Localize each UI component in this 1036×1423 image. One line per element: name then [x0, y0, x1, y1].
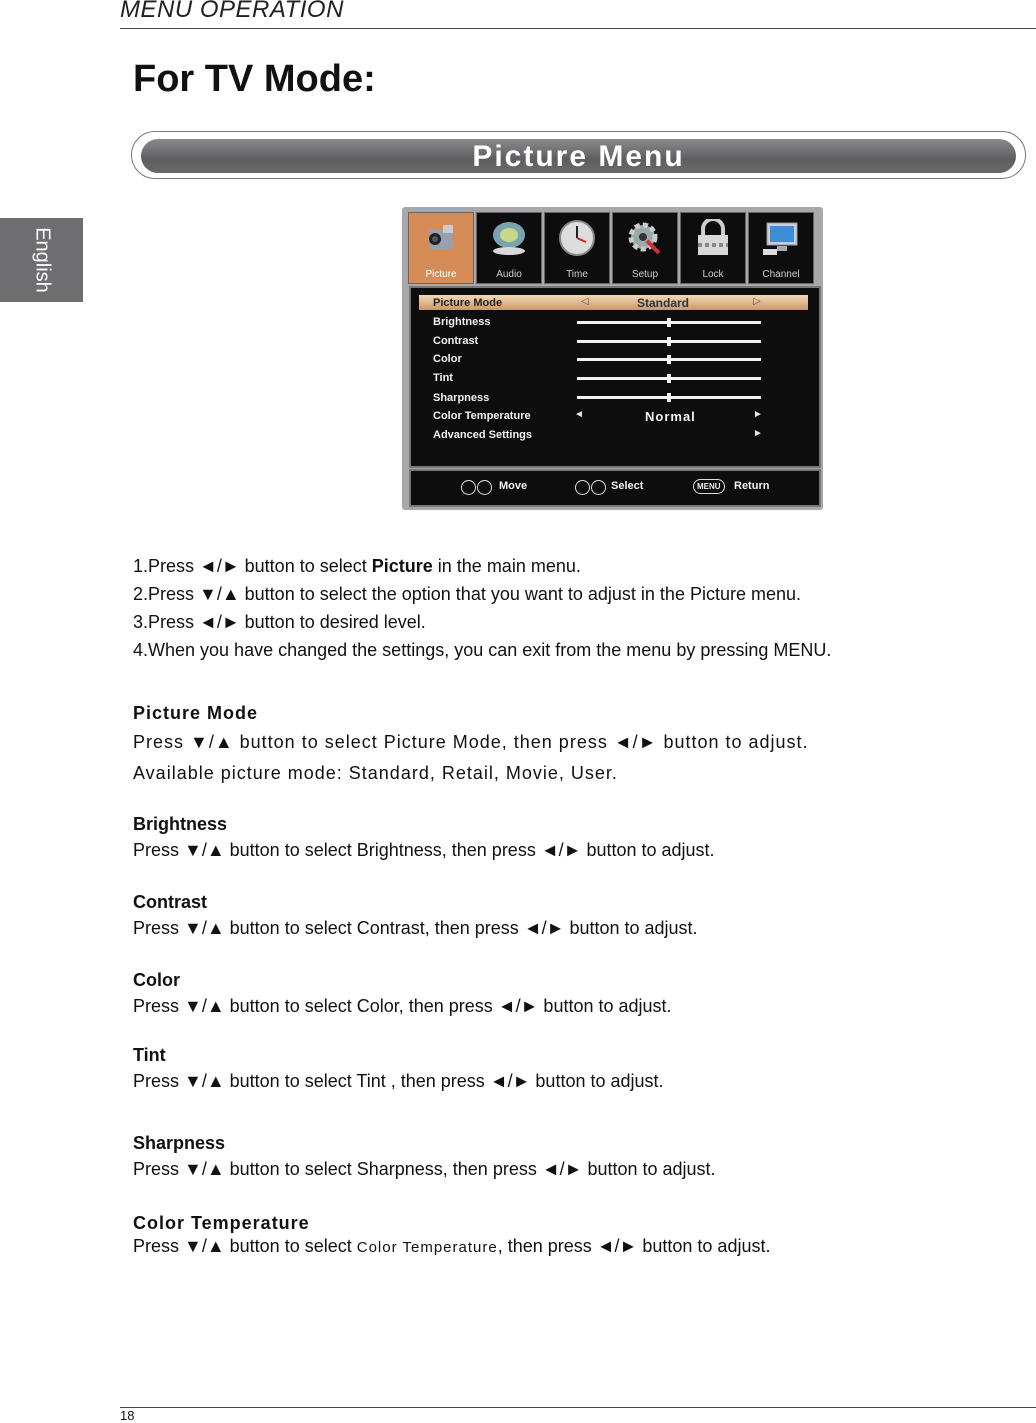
brightness-text: Press ▼/▲ button to select Brightness, then press ◄/► button to adjust.	[133, 840, 715, 860]
up-button-icon	[461, 480, 476, 495]
osd-color-label: Color	[433, 353, 462, 365]
osd-hint-bar	[409, 469, 821, 507]
page-number: 18	[120, 1408, 135, 1423]
step-1-text: 1.Press ◄/► button to select	[133, 556, 372, 576]
osd-contrast-slider	[577, 340, 761, 343]
step-1-bold: Picture	[371, 556, 433, 576]
picture-mode-text: Press ▼/▲ button to select Picture Mode, then press ◄/► button to adjust.	[133, 732, 809, 752]
padlock-icon	[693, 219, 733, 257]
footer-divider	[120, 1407, 1036, 1408]
slider-knob	[667, 318, 671, 327]
sharpness-text: Press ▼/▲ button to select Sharpness, then press ◄/► button to adjust.	[133, 1159, 716, 1179]
osd-select-label: Select	[611, 480, 644, 492]
contrast-text: Press ▼/▲ button to select Contrast, then press ◄/► button to adjust.	[133, 918, 698, 938]
osd-tab-lock	[680, 212, 746, 284]
color-heading: Color	[133, 970, 180, 990]
osd-brightness-slider	[577, 321, 761, 324]
osd-tab-setup	[612, 212, 678, 284]
speaker-icon	[489, 219, 529, 257]
step-1-text-end: in the main menu.	[432, 556, 581, 576]
left-arrow-icon: ◄	[574, 409, 584, 420]
osd-tab-label: Setup	[631, 269, 659, 280]
osd-sharpness-label: Sharpness	[433, 392, 490, 404]
language-tab-label: English	[31, 227, 54, 293]
picture-mode-heading: Picture Mode	[133, 703, 259, 723]
osd-tab-label: Time	[566, 269, 588, 280]
section-banner	[131, 131, 1026, 179]
slider-knob	[667, 337, 671, 346]
down-button-icon	[477, 480, 492, 495]
osd-color-slider	[577, 358, 761, 361]
osd-sharpness-slider	[577, 396, 761, 399]
header-title: MENU OPERATION	[120, 0, 344, 23]
language-tab	[0, 218, 83, 302]
tint-heading: Tint	[133, 1045, 166, 1065]
color-text: Press ▼/▲ button to select Color, then press ◄/► button to adjust.	[133, 996, 672, 1016]
osd-color-temp-value: Normal	[645, 409, 696, 424]
color-temp-text-start: Press ▼/▲ button to select	[133, 1236, 357, 1256]
osd-tab-label: Picture	[425, 269, 457, 280]
osd-tint-slider	[577, 377, 761, 380]
osd-color-temp-label: Color Temperature	[433, 410, 531, 422]
step-1	[133, 556, 581, 577]
step-3: 3.Press ◄/► button to desired level.	[133, 612, 426, 632]
step-2: 2.Press ▼/▲ button to select the option that you want to adjust in the Picture menu.	[133, 584, 802, 604]
osd-move-label: Move	[499, 480, 528, 492]
osd-tab-time	[544, 212, 610, 284]
step-4: 4.When you have changed the settings, you can exit from the menu by pressing MENU.	[133, 640, 832, 660]
brightness-heading: Brightness	[133, 814, 228, 834]
osd-brightness-label: Brightness	[433, 316, 491, 328]
page-title: For TV Mode:	[133, 58, 376, 100]
osd-tint-label: Tint	[433, 372, 453, 384]
osd-tab-label: Lock	[702, 269, 724, 280]
picture-mode-options: Available picture mode: Standard, Retail, Movie, User.	[133, 763, 618, 783]
camcorder-icon	[421, 219, 461, 257]
left-arrow-icon: ◁	[581, 296, 589, 307]
right-arrow-icon: ▷	[753, 296, 761, 307]
color-temp-text-end: , then press ◄/► button to adjust.	[497, 1236, 771, 1256]
slider-knob	[667, 374, 671, 383]
monitor-icon	[761, 219, 801, 257]
osd-tab-label: Channel	[762, 269, 800, 280]
color-temp-text	[133, 1236, 770, 1257]
slider-knob	[667, 355, 671, 364]
osd-tab-channel	[748, 212, 814, 284]
osd-settings-panel	[409, 286, 821, 468]
color-temp-text-term: Color Temperature	[356, 1239, 498, 1256]
header-divider	[120, 28, 1036, 29]
osd-tab-picture	[408, 212, 474, 284]
sharpness-heading: Sharpness	[133, 1133, 226, 1153]
clock-icon	[557, 219, 597, 257]
tint-text: Press ▼/▲ button to select Tint , then press ◄/► button to adjust.	[133, 1071, 664, 1091]
osd-return-label: Return	[734, 480, 770, 492]
osd-tab-label: Audio	[496, 269, 522, 280]
right-button-icon	[591, 480, 606, 495]
contrast-heading: Contrast	[133, 892, 208, 912]
osd-picture-mode-value: Standard	[637, 296, 690, 310]
slider-knob	[667, 393, 671, 402]
right-arrow-icon: ►	[753, 428, 763, 439]
osd-advanced-label: Advanced Settings	[433, 429, 533, 441]
osd-tab-audio	[476, 212, 542, 284]
right-arrow-icon: ►	[753, 409, 763, 420]
color-temp-heading: Color Temperature	[133, 1213, 310, 1233]
left-button-icon	[575, 480, 590, 495]
osd-contrast-label: Contrast	[433, 335, 479, 347]
tv-osd-screenshot	[402, 207, 823, 510]
gear-icon	[625, 219, 665, 257]
banner-title: Picture Menu	[472, 140, 685, 173]
menu-key-icon: MENU	[693, 479, 725, 494]
osd-picture-mode-label: Picture Mode	[433, 297, 503, 309]
